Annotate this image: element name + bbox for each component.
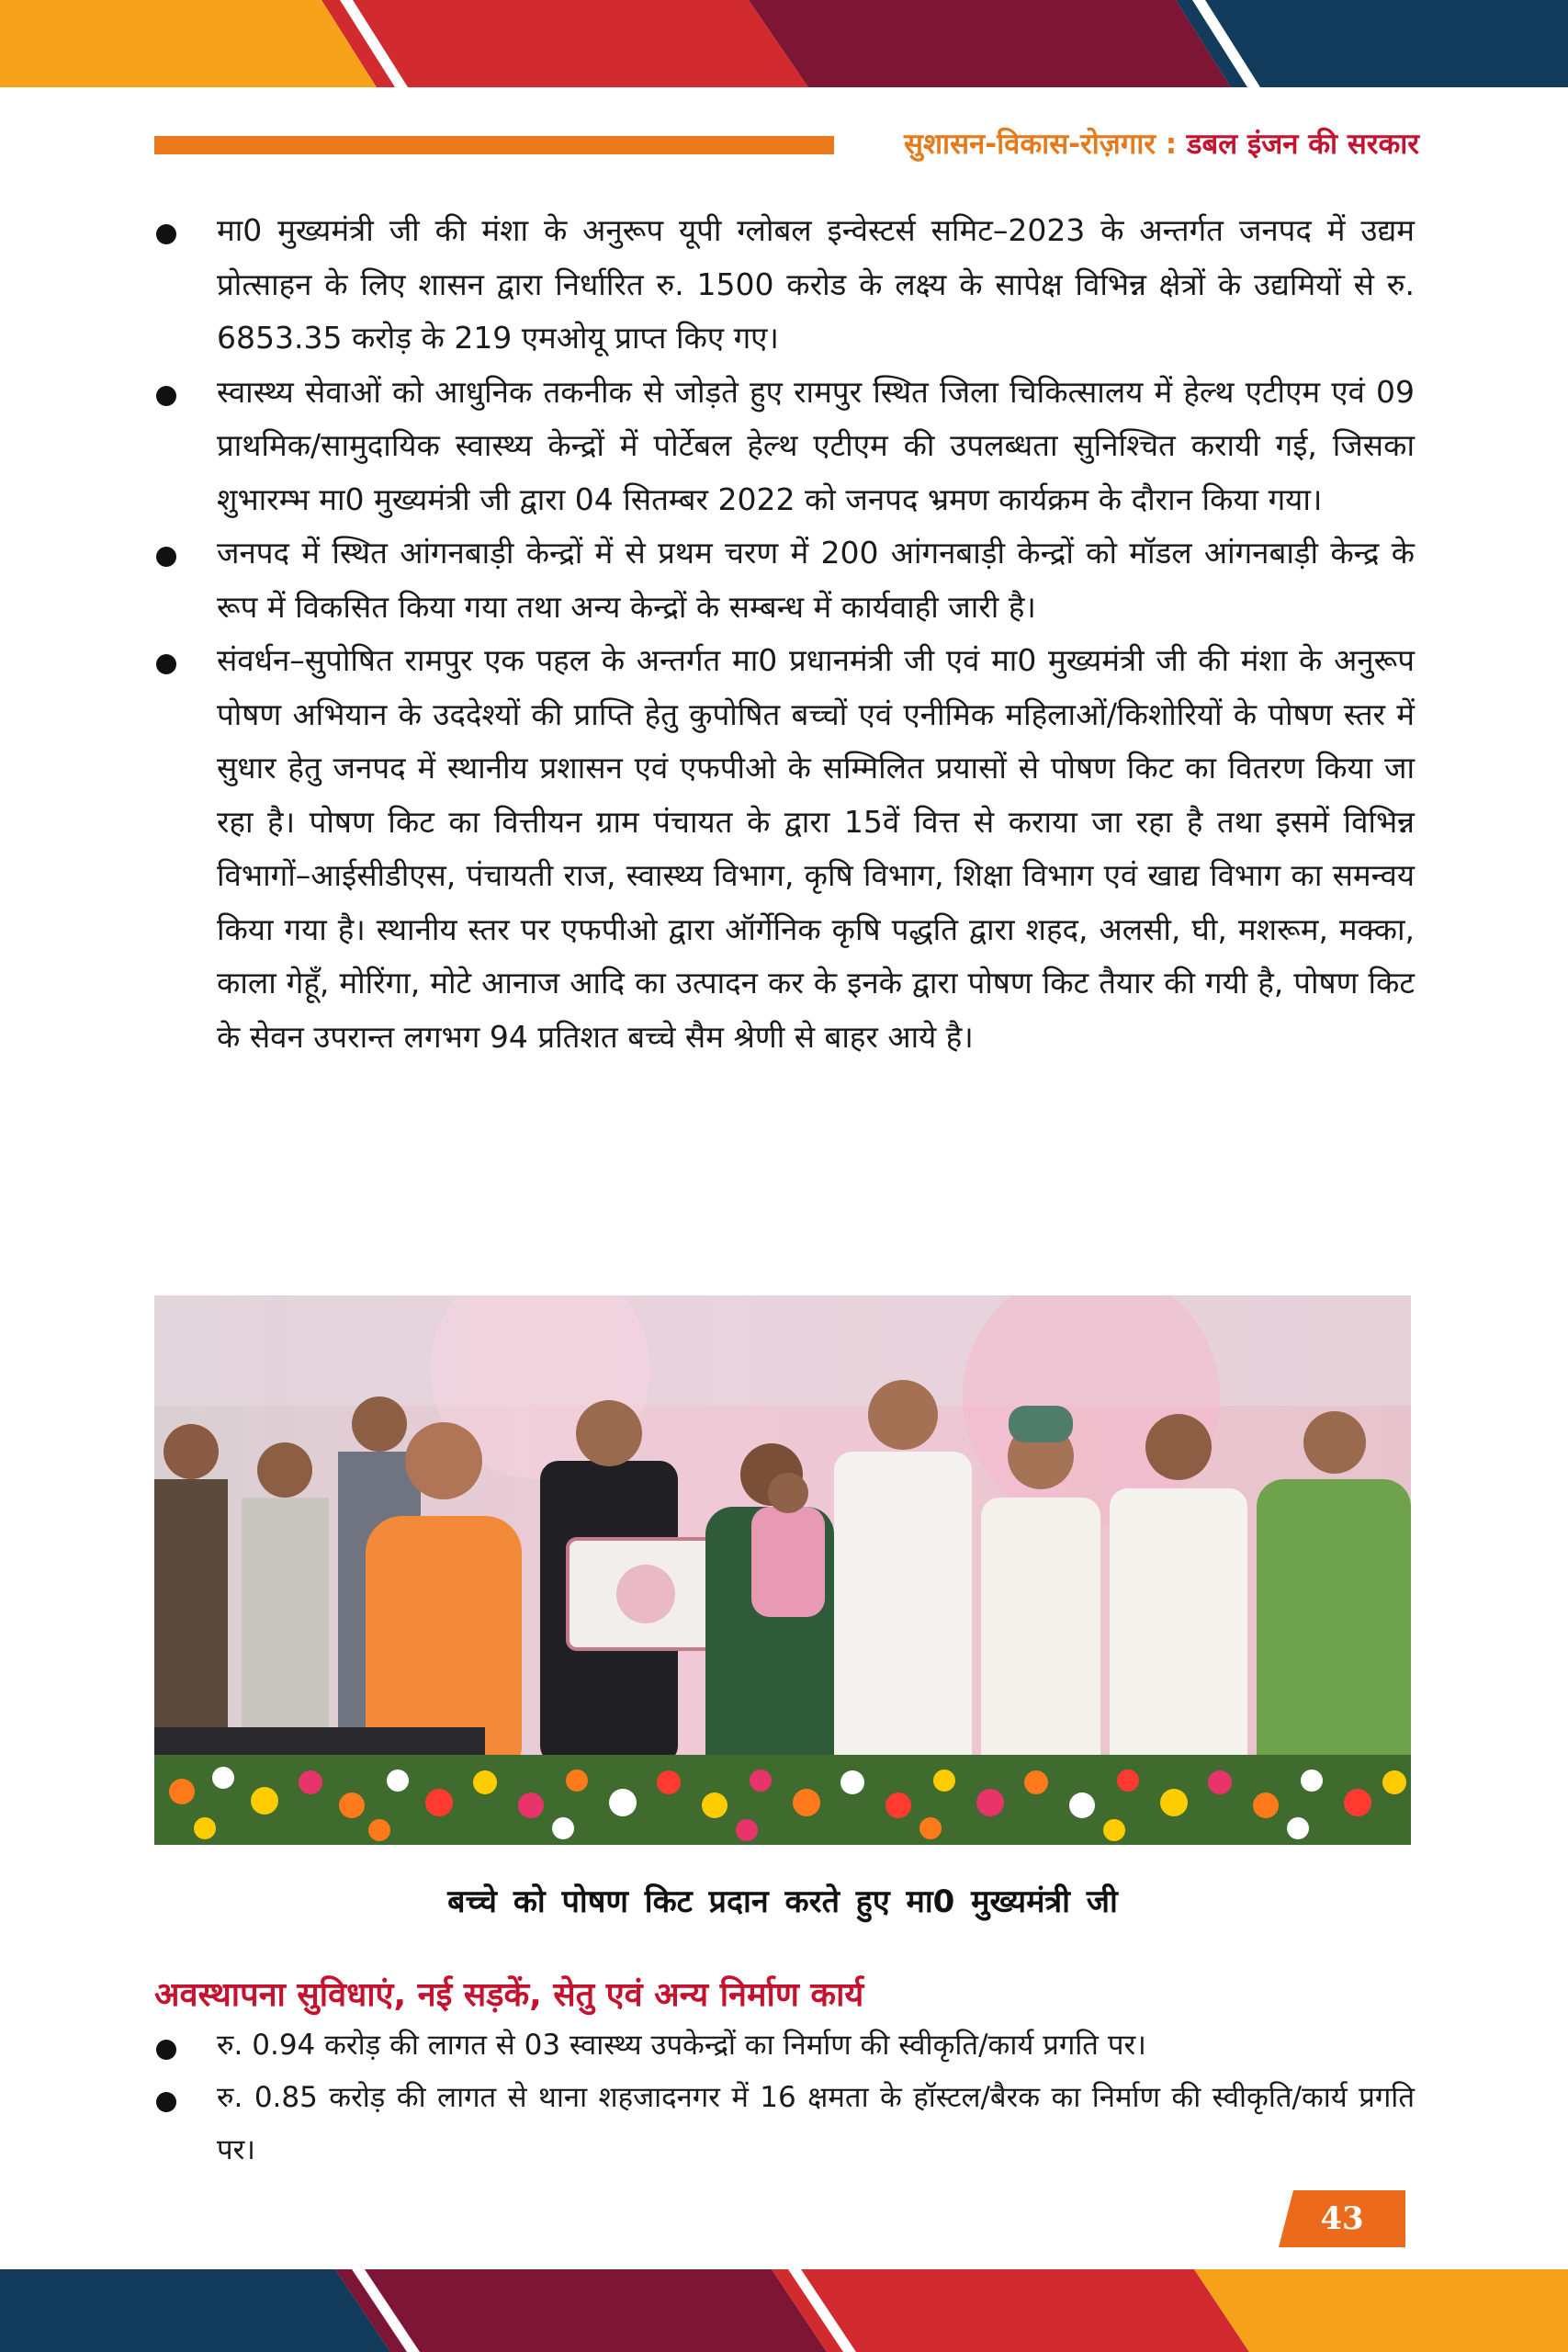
event-photo xyxy=(154,1295,1411,1845)
bullet-icon xyxy=(156,2040,176,2060)
list-item-text: स्वास्थ्य सेवाओं को आधुनिक तकनीक से जोड़ते हुए रामपुर स्थित जिला चिकित्सालय में हेल्थ एटीएम एवं 09 प्राथमिक/सामुदायिक स्वास्थ्य केन्द्रों में पोर्टेबल हेल्थ एटीएम की उपलब्धता सुनिश्चित करायी गई, जिसका शुभारम्भ मा0 मुख्यमंत्री जी द्वारा 04 सितम्बर 2022 को जनपद भ्रमण कार्यक्रम के दौरान किया गया। xyxy=(217,373,1415,517)
photo-caption: बच्चे को पोषण किट प्रदान करते हुए मा0 मुख्यमंत्री जी xyxy=(447,1883,1118,1920)
bullet-list-top xyxy=(147,204,1415,1064)
bullet-icon xyxy=(156,547,176,567)
bottom-decorative-band xyxy=(0,2269,1568,2352)
section-heading: अवस्थापना सुविधाएं, नई सड़कें, सेतु एवं अन्य निर्माण कार्य xyxy=(154,1976,864,2014)
bullet-icon xyxy=(156,386,176,406)
bullet-icon xyxy=(156,654,176,674)
top-decorative-band xyxy=(0,0,1568,87)
header-title xyxy=(850,121,1419,167)
page-number: 43 xyxy=(1320,2200,1364,2237)
list-item-text: रु. 0.94 करोड़ की लागत से 03 स्वास्थ्य उपकेन्द्रों का निर्माण की स्वीकृति/कार्य प्रगति पर। xyxy=(217,2029,1146,2062)
list-item xyxy=(147,2019,1415,2072)
bullet-list-bottom xyxy=(147,2019,1415,2177)
header-title-part2: डबल इंजन की सरकार xyxy=(1186,128,1419,161)
list-item xyxy=(147,634,1415,1064)
header-title-part1: सुशासन-विकास-रोज़गार : xyxy=(904,128,1187,161)
bullet-icon xyxy=(156,2092,176,2112)
page-number-tab xyxy=(1279,2190,1405,2247)
list-item xyxy=(147,366,1415,527)
list-item-text: जनपद में स्थित आंगनबाड़ी केन्द्रों में से प्रथम चरण में 200 आंगनबाड़ी केन्द्रों को मॉडल आंगनबाड़ी केन्द्र के रूप में विकसित किया गया तथा अन्य केन्द्रों के सम्बन्ध में कार्यवाही जारी है। xyxy=(217,535,1415,625)
list-item xyxy=(147,526,1415,634)
list-item-text: संवर्धन–सुपोषित रामपुर एक पहल के अन्तर्गत मा0 प्रधानमंत्री जी एवं मा0 मुख्यमंत्री जी की मंशा के अनुरूप पोषण अभियान के उददेश्यों की प्राप्ति हेतु कुपोषित बच्चों एवं एनीमिक महिलाओं/किशोरियों के पोषण स्तर में सुधार हेतु जनपद में स्थानीय प्रशासन एवं एफपीओ के सम्मिलित प्रयासों से पोषण किट का वितरण किया जा रहा है। पोषण किट का वित्तीयन ग्राम पंचायत के द्वारा 15वें वित्त से कराया जा रहा है तथा इसमें विभिन्न विभागों–आईसीडीएस, पंचायती राज, स्वास्थ्य विभाग, कृषि विभाग, शिक्षा विभाग एवं खाद्य विभाग का समन्वय किया गया है। स्थानीय स्तर पर एफपीओ द्वारा ऑर्गेनिक कृषि पद्धति द्वारा शहद, अलसी, घी, मशरूम, मक्का, काला गेहूँ, मोरिंगा, मोटे आनाज आदि का उत्पादन कर के इनके द्वारा पोषण किट तैयार की गयी है, पोषण किट के सेवन उपरान्त लगभग 94 प्रतिशत बच्चे सैम श्रेणी से बाहर आये है। xyxy=(217,642,1415,1055)
bullet-icon xyxy=(156,224,176,244)
list-item-text: रु. 0.85 करोड़ की लागत से थाना शहजादनगर में 16 क्षमता के हॉस्टल/बैरक का निर्माण की स्वीकृति/कार्य प्रगति पर। xyxy=(217,2081,1415,2166)
list-item-text: मा0 मुख्यमंत्री जी की मंशा के अनुरूप यूपी ग्लोबल इन्वेस्टर्स समिट–2023 के अन्तर्गत जनपद में उद्यम प्रोत्साहन के लिए शासन द्वारा निर्धारित रु. 1500 करोड के लक्ष्य के सापेक्ष विभिन्न क्षेत्रों के उद्यमियों से रु. 6853.35 करोड़ के 219 एमओयू प्राप्त किए गए। xyxy=(217,212,1415,356)
list-item xyxy=(147,2072,1415,2177)
list-item xyxy=(147,204,1415,366)
header-rule xyxy=(154,136,834,154)
